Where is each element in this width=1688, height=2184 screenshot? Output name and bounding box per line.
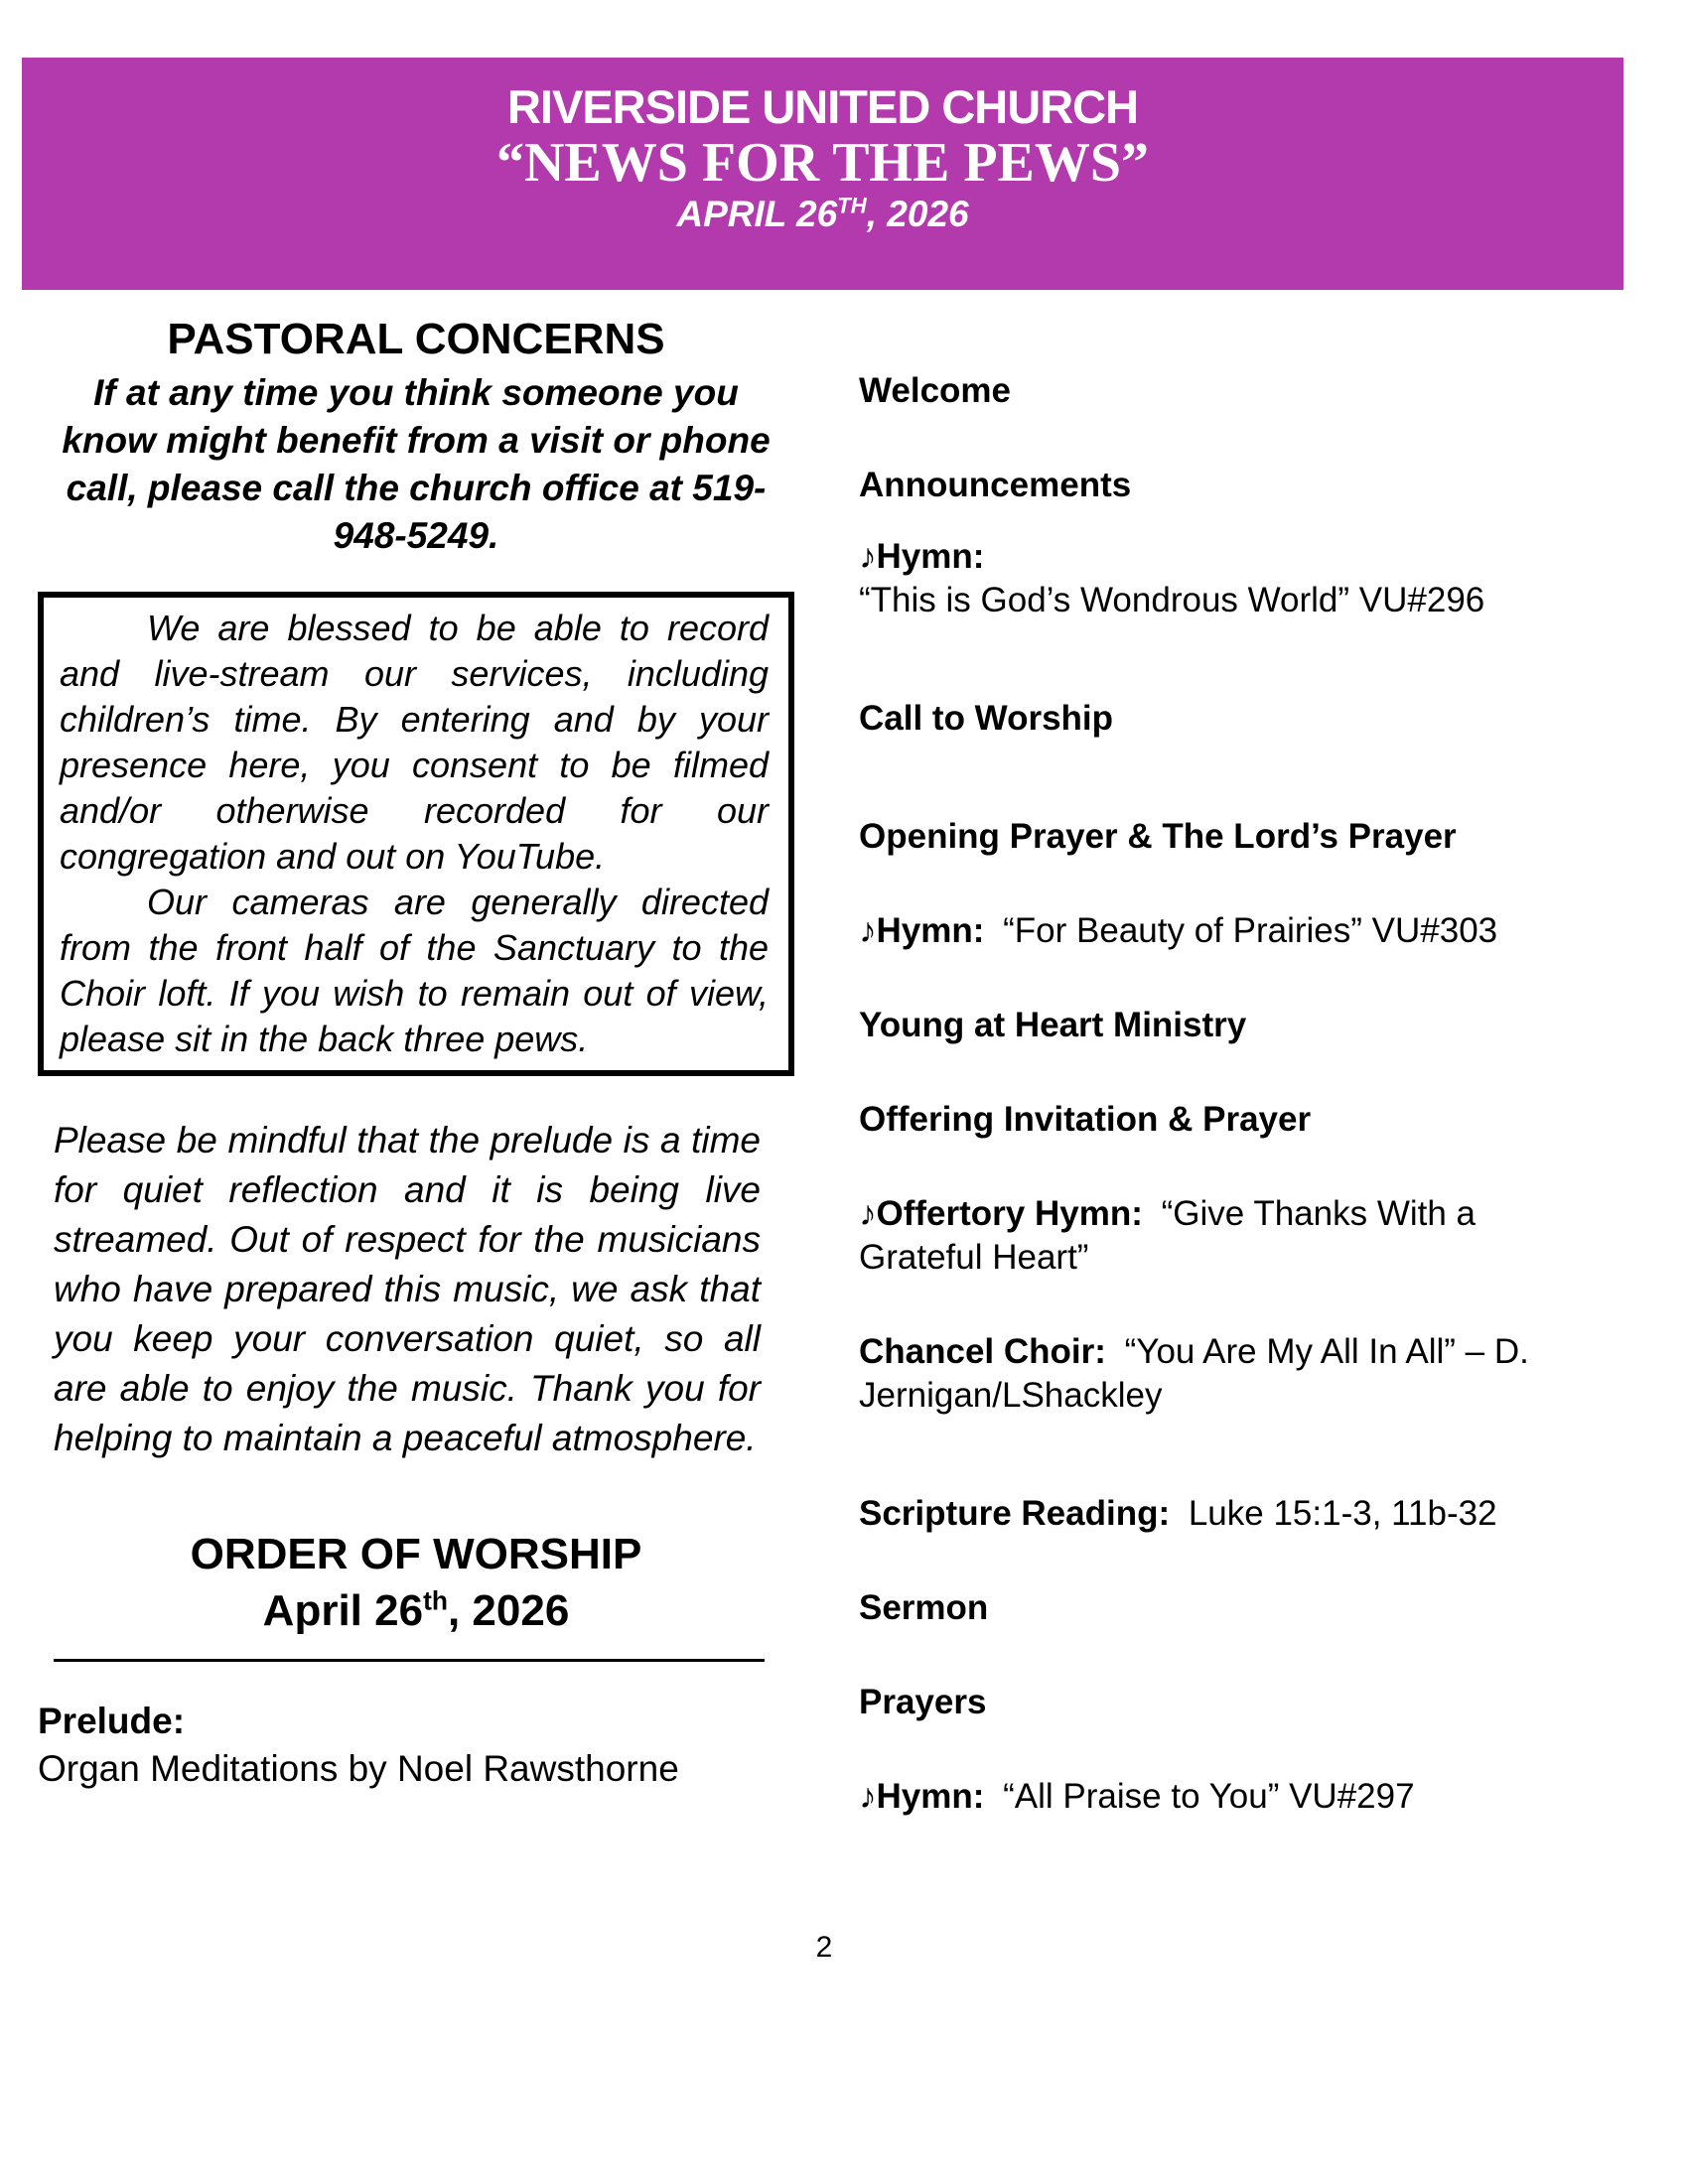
order-item-label: Hymn: [876,537,985,576]
order-item-offering-invitation [859,1098,1549,1142]
order-item-hymn-vu296 [859,535,1549,622]
music-note-icon: ♪ [859,537,877,576]
recording-notice-paragraph-1: We are blessed to be able to record and live-stream our services, including children’s time. By entering and by your presence here, you consent to be filmed and/or otherwise recorded for our congregation and out on YouTube. [60,608,769,877]
order-date-ordinal: th [423,1585,448,1616]
pastoral-concerns-text: If at any time you think someone you know might benefit from a visit or phone call, please call the church office at 519-948-5249. [62,372,771,556]
recording-notice-paragraph-2: Our cameras are generally directed from the front half of the Sanctuary to the Choir loft. If you wish to remain out of view, please sit in the back three pews. [60,882,769,1059]
recording-notice-box [38,592,794,1076]
order-item-hymn-vu297 [859,1775,1549,1819]
order-item-label: Sermon [859,1588,989,1627]
prelude-etiquette-paragraph: Please be mindful that the prelude is a time for quiet reflection and it is being live streamed. Out of respect for the musicians who have prepared this music, we ask that you keep your conversation quiet, so all are able to enjoy the music. Thank you for helping to maintain a peaceful atmosphere. [54,1120,761,1458]
order-item-announcements [859,464,1549,507]
order-item-hymn-vu303 [859,909,1549,953]
order-item-label: Welcome [859,371,1012,410]
order-item-label: Opening Prayer & The Lord’s Prayer [859,817,1457,856]
music-note-icon: ♪ [859,1777,877,1816]
order-item-offertory-hymn [859,1192,1549,1280]
issue-date-year: , 2026 [866,194,969,234]
order-item-opening-prayer [859,815,1549,859]
order-item-label: Scripture Reading: [859,1494,1171,1533]
issue-date-day: APRIL 26 [676,194,838,234]
order-item-chancel-choir [859,1330,1549,1418]
order-item-label: Offertory Hymn: [876,1194,1143,1233]
order-item-welcome [859,369,1549,413]
order-item-label: Chancel Choir: [859,1332,1106,1371]
order-item-young-at-heart [859,1004,1549,1047]
order-item-call-to-worship [859,697,1549,741]
section-divider [54,1659,765,1662]
order-item-sermon [859,1586,1549,1630]
prelude-entry [38,1698,794,1793]
order-of-worship-heading [38,1526,794,1639]
order-item-prayers [859,1681,1549,1724]
issue-date [676,193,968,236]
hymn-title: “All Praise to You” VU#297 [1003,1777,1415,1816]
hymn-title: “For Beauty of Prairies” VU#303 [1003,911,1498,950]
order-of-worship-date: April 26th, 2026 [262,1585,570,1635]
order-of-service-list [859,369,1549,1869]
scripture-reference: Luke 15:1-3, 11b-32 [1188,1494,1497,1533]
church-name: RIVERSIDE UNITED CHURCH [506,80,1139,133]
pastoral-concerns-heading: PASTORAL CONCERNS [167,315,665,363]
order-item-label: Hymn: [876,1777,985,1816]
prelude-label: Prelude: [38,1701,186,1741]
music-note-icon: ♪ [859,911,877,950]
hymn-title: “Give Thanks With a Grateful Heart” [859,1194,1477,1277]
hymn-title: “This is God’s Wondrous World” VU#296 [859,581,1485,619]
order-item-label: Call to Worship [859,699,1114,738]
order-item-label: Hymn: [876,911,985,950]
header-banner [22,58,1623,290]
order-item-label: Offering Invitation & Prayer [859,1100,1312,1139]
order-of-worship-title: ORDER OF WORSHIP [190,1530,642,1578]
issue-date-ordinal: TH [837,193,867,218]
music-note-icon: ♪ [859,1194,877,1233]
page-number: 2 [815,1931,833,1964]
order-item-label: Prayers [859,1683,987,1721]
order-item-label: Announcements [859,466,1132,504]
left-column [38,313,794,1793]
newsletter-title: “NEWS FOR THE PEWS” [495,132,1150,194]
prelude-detail: Organ Meditations by Noel Rawsthorne [38,1748,679,1789]
order-item-label: Young at Heart Ministry [859,1006,1247,1044]
order-item-scripture-reading [859,1492,1549,1536]
anthem-title: “You Are My All In All” – D. Jernigan/LShackley [859,1332,1529,1415]
